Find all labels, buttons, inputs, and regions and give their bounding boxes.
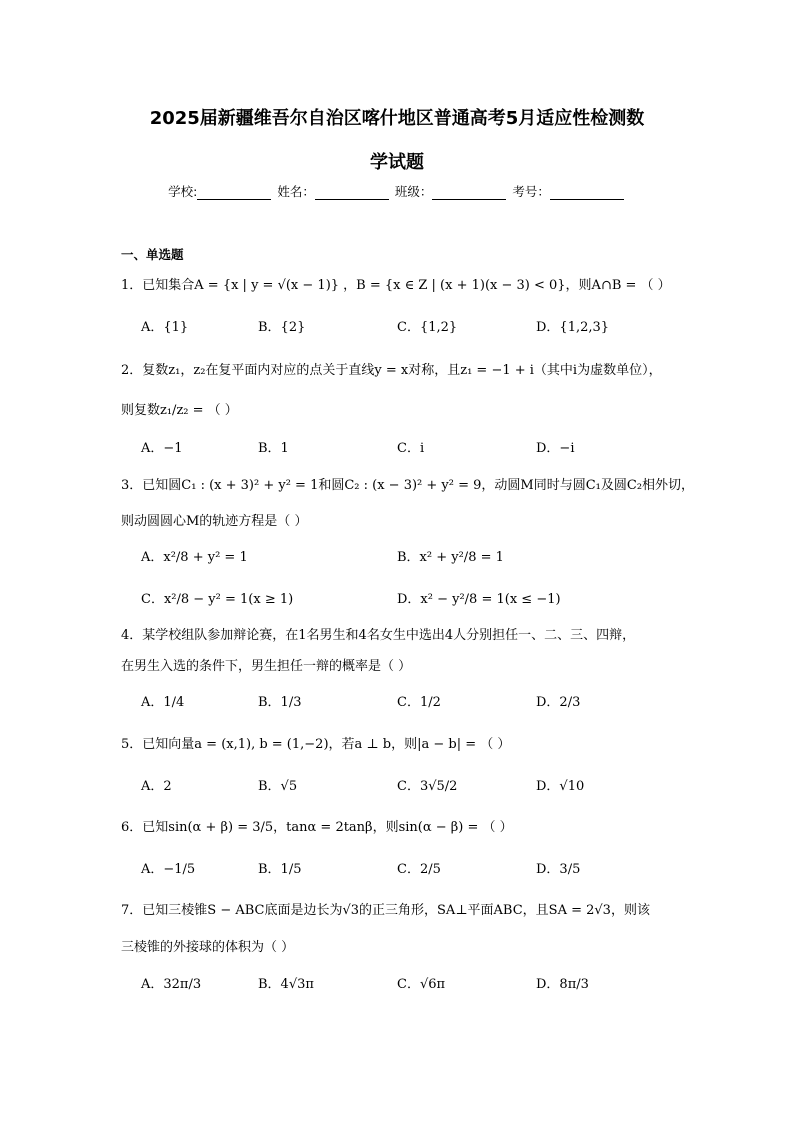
page-title-continued: 学试题 (370, 152, 424, 173)
option-d: D．2/3 (536, 695, 581, 710)
student-info-row (0, 182, 794, 200)
question-3-cont: 则动圆圆心M的轨迹方程是（ ） (121, 514, 308, 529)
option-d: D．−i (536, 441, 575, 456)
option-b: B．1 (258, 441, 289, 456)
option-b: B．1/3 (258, 695, 302, 710)
option-c: C．{1,2} (397, 320, 458, 335)
question-text: 已知向量a = (x,1), b = (1,−2)，若a ⊥ b，则|a − b| = （ ） (142, 737, 511, 752)
option-c: C．i (397, 441, 425, 456)
question-text: 已知sin(α + β) = 3/5，tanα = 2tanβ，则sin(α − β) = （ ） (142, 820, 513, 835)
option-a: A．1/4 (141, 695, 185, 710)
section-heading: 一、单选题 (121, 247, 184, 262)
option-a: A．2 (141, 779, 172, 794)
question-text: 已知圆C₁ : (x + 3)² + y² = 1和圆C₂ : (x − 3)² + y² = 9，动圆M同时与圆C₁及圆C₂相外切， (142, 478, 695, 493)
question-7-cont: 三棱锥的外接球的体积为（ ） (121, 940, 295, 955)
question-2-cont: 则复数z₁/z₂ = （ ） (121, 403, 238, 418)
option-d: D．8π/3 (536, 977, 589, 992)
question-text: 复数z₁，z₂在复平面内对应的点关于直线y = x对称，且z₁ = −1 + i（其中i为虚数单位）， (142, 363, 662, 378)
option-d: D．3/5 (536, 862, 581, 877)
school-label: 学校: (168, 184, 198, 199)
option-c: C．2/5 (397, 862, 441, 877)
question-text: 已知集合A = {x | y = √(x − 1)} ，B = {x ∈ Z | (x + 1)(x − 3) < 0}，则A∩B = （ ） (142, 278, 671, 293)
option-a: A．−1 (141, 441, 183, 456)
option-a: A．x²/8 + y² = 1 (141, 550, 248, 565)
option-c: C．x²/8 − y² = 1(x ≥ 1) (141, 592, 294, 607)
option-d: D．{1,2,3} (536, 320, 610, 335)
page-title: 2025届新疆维吾尔自治区喀什地区普通高考5月适应性检测数 (149, 108, 645, 129)
option-b: B．4√3π (258, 977, 314, 992)
option-d: D．√10 (536, 779, 585, 794)
exam-number-blank[interactable] (550, 187, 624, 200)
question-number: 2． (121, 363, 143, 378)
name-label: 姓名： (277, 184, 315, 199)
question-1 (121, 274, 671, 293)
question-7 (121, 899, 650, 918)
question-number: 6． (121, 820, 143, 835)
question-4-cont: 在男生入选的条件下，男生担任一辩的概率是（ ） (121, 659, 412, 674)
option-d: D．x² − y²/8 = 1(x ≤ −1) (397, 592, 561, 607)
question-text: 某学校组队参加辩论赛，在1名男生和4名女生中选出4人分别担任一、二、三、四辩， (142, 628, 636, 643)
option-b: B．1/5 (258, 862, 302, 877)
option-c: C．√6π (397, 977, 446, 992)
class-blank[interactable] (432, 187, 506, 200)
option-c: C．1/2 (397, 695, 441, 710)
option-c: C．3√5/2 (397, 779, 458, 794)
option-b: B．√5 (258, 779, 298, 794)
question-number: 4． (121, 628, 143, 643)
option-a: A．−1/5 (141, 862, 196, 877)
question-number: 5． (121, 737, 143, 752)
question-3 (121, 474, 694, 493)
school-blank[interactable] (197, 187, 271, 200)
question-2 (121, 359, 662, 378)
question-number: 3． (121, 478, 143, 493)
question-4 (121, 624, 635, 643)
exam-number-label: 考号： (512, 184, 550, 199)
question-6 (121, 816, 513, 835)
option-a: A．{1} (141, 320, 189, 335)
question-text: 已知三棱锥S − ABC底面是边长为√3的正三角形，SA⊥平面ABC，且SA = 2√3，则该 (142, 903, 650, 918)
question-number: 7． (121, 903, 143, 918)
question-number: 1． (121, 278, 143, 293)
question-5 (121, 733, 510, 752)
class-label: 班级： (394, 184, 433, 199)
name-blank[interactable] (315, 187, 389, 200)
option-b: B．{2} (258, 320, 306, 335)
option-a: A．32π/3 (141, 977, 202, 992)
option-b: B．x² + y²/8 = 1 (397, 550, 504, 565)
